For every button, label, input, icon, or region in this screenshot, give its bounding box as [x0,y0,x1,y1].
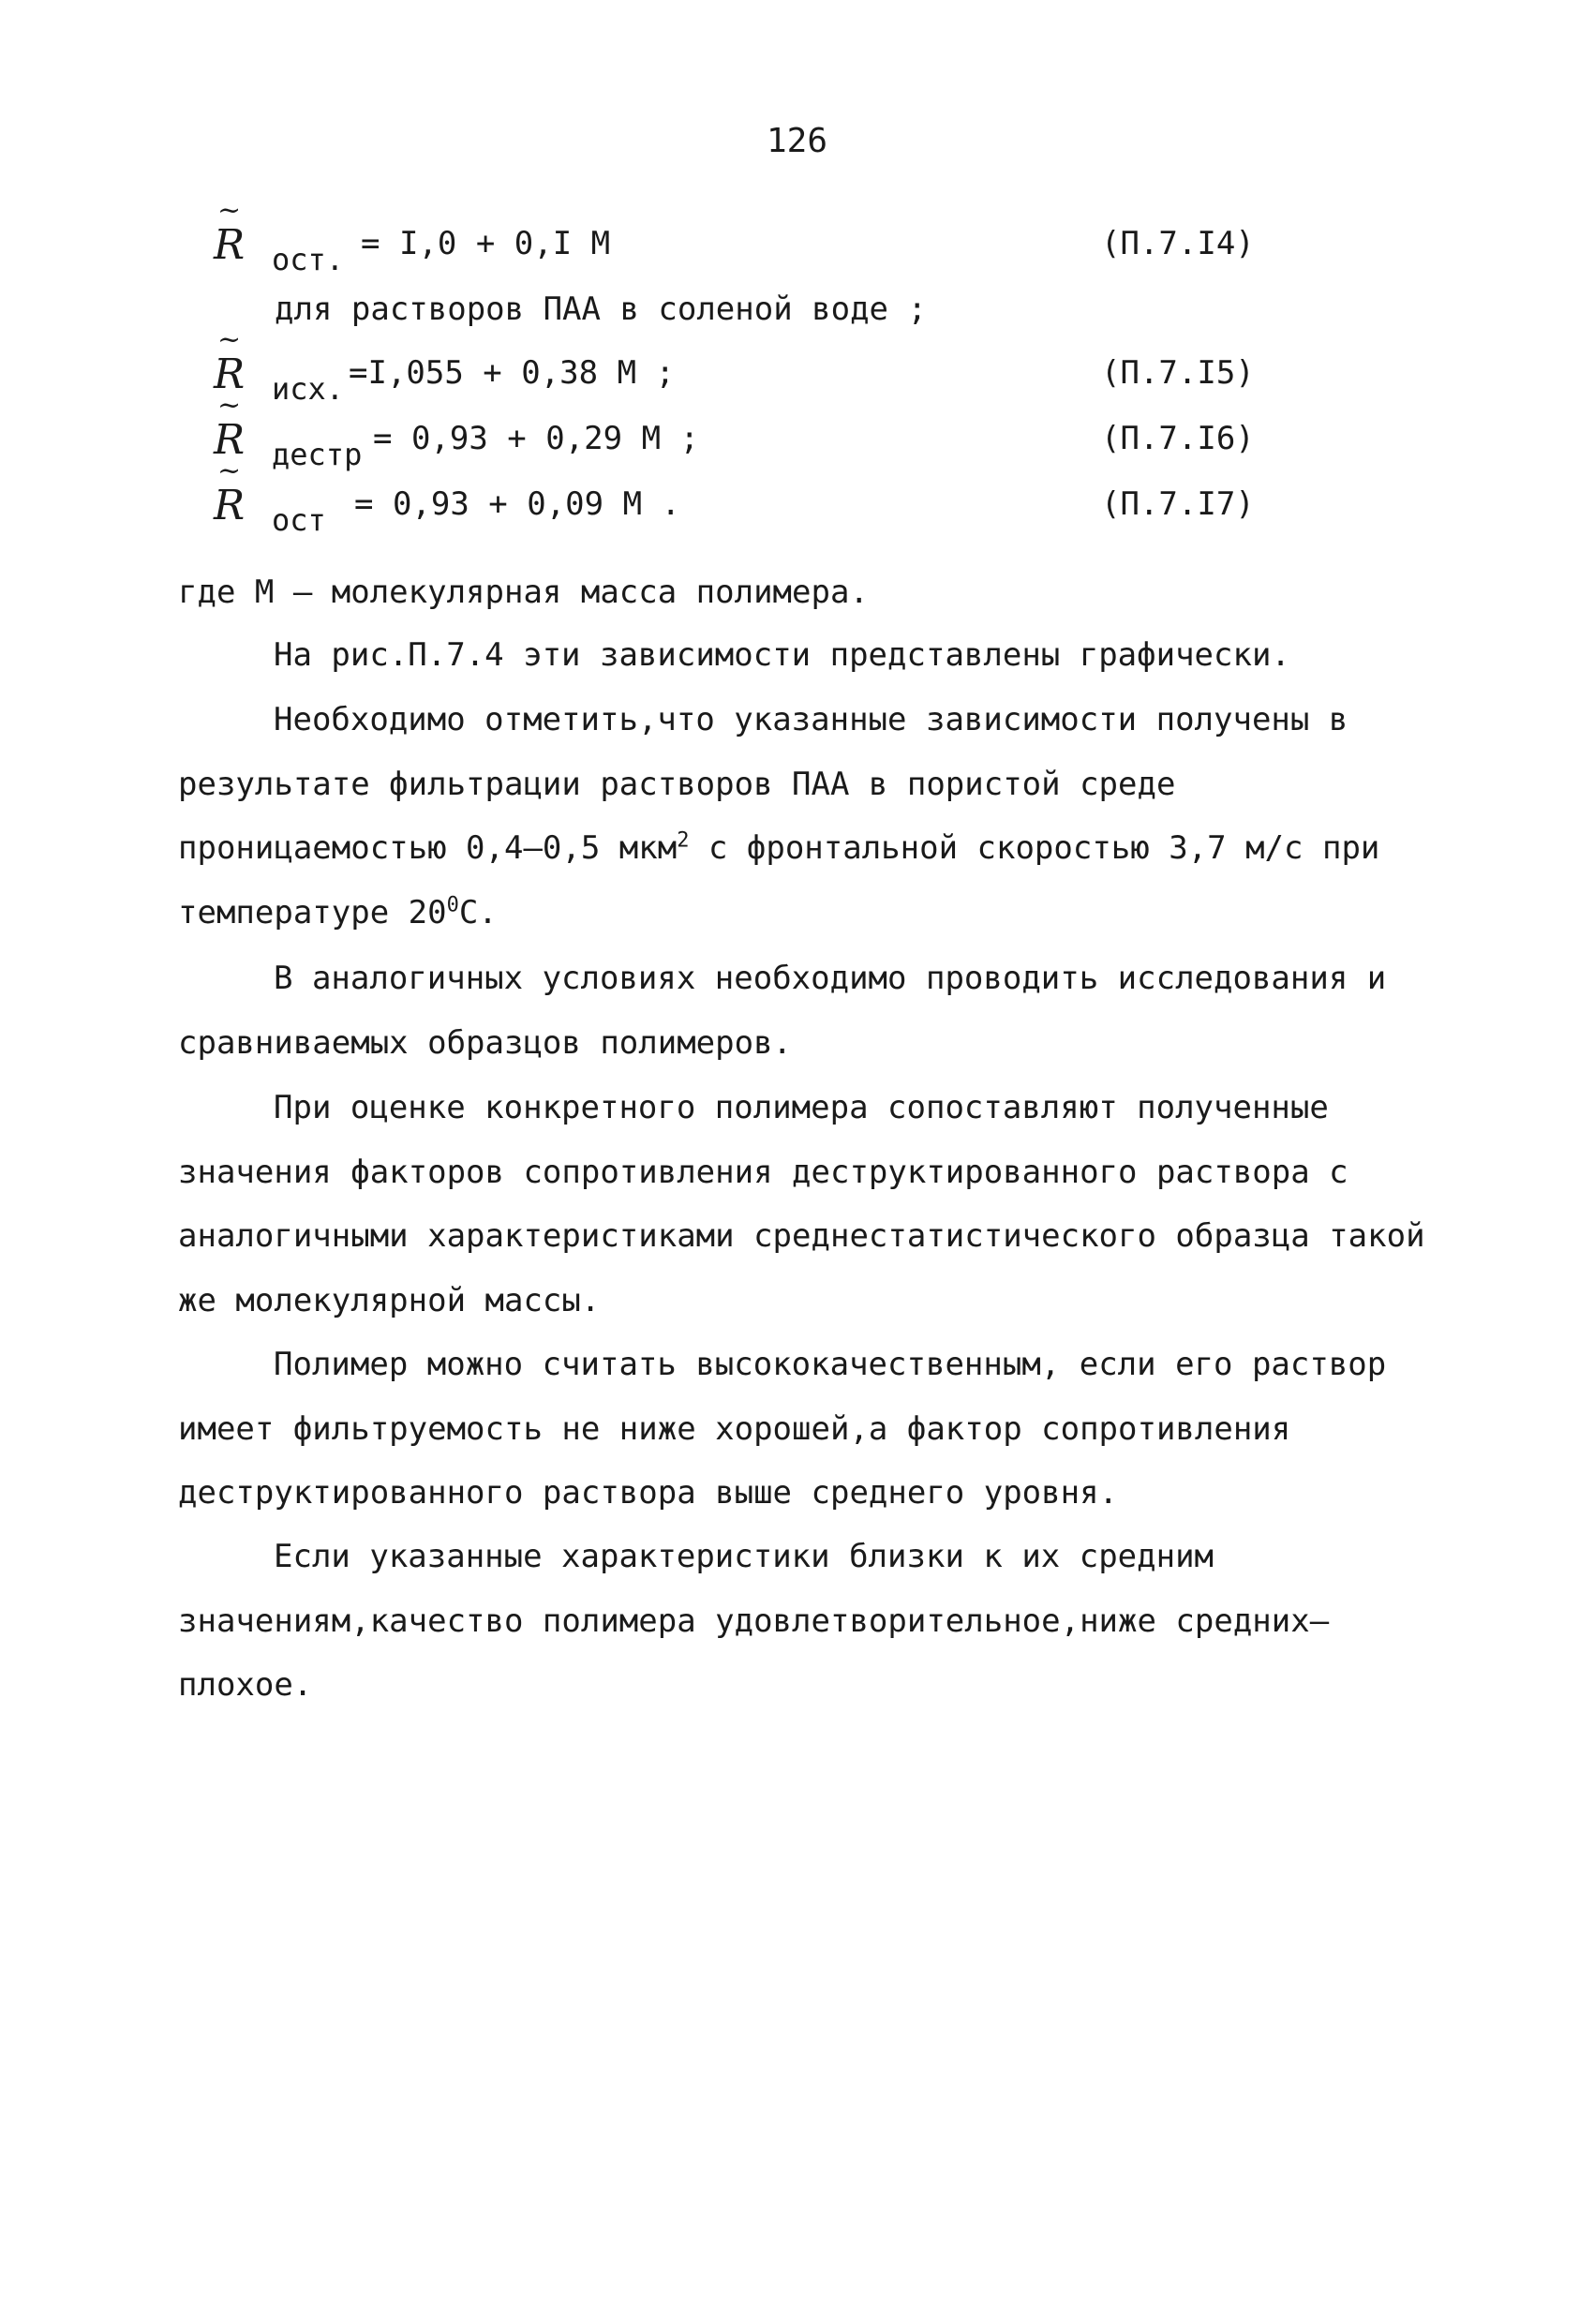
paragraph-text: Необходимо отметить,что указанные зависимости получены в результате фильтрации растворов ПАА в пористой среде проницаемостью 0,4–0,5 мкм [178,701,1348,867]
superscript: 2 [677,828,690,853]
equation-number: (П.7.I6) [1101,420,1255,457]
paragraph-analogous-conditions: В аналогичных условиях необходимо проводить исследования и сравниваемых образцов полимеров. [178,960,1387,1062]
equation-subscript: исх. [272,371,345,407]
equation-number: (П.7.I4) [1101,225,1255,262]
equation-symbol: ~ R [214,485,245,527]
equation-number: (П.7.I5) [1101,354,1255,392]
paragraph-text: с фронтальной скоростью 3,7 м/с при температуре 20 [178,829,1380,931]
equation-symbol: ~ R [214,225,245,266]
definition-paragraph: где М – молекулярная масса полимера. [178,574,869,611]
equation-symbol: ~ R [214,420,245,461]
equation-formula: =I,055 + 0,38 M ; [349,354,675,392]
paragraph-polymer-evaluation: При оценке конкретного полимера сопоставляют полученные значения факторов сопротивления деструктированного раствора с аналогичными характеристиками среднестатистического образца такой же молекулярной массы. [178,1089,1425,1319]
equation-formula: = I,0 + 0,I M [361,225,611,262]
paragraph-high-quality: Полимер можно считать высококачественным, если его раствор имеет фильтруемость не ниже хорошей,а фактор сопротивления деструктированного раствора выше среднего уровня. [178,1346,1387,1512]
paragraph-graph-reference: На рис.П.7.4 эти зависимости представлены графически. [274,636,1290,674]
equation-formula: = 0,93 + 0,29 M ; [373,420,699,457]
paragraph-text: С. [458,893,498,931]
paragraph-quality-levels: Если указанные характеристики близки к их средним значениям,качество полимера удовлетворительное,ниже средних–плохое. [178,1538,1330,1704]
superscript: 0 [446,893,459,917]
equation-subscript: дестр [272,437,363,472]
equation-subscript: ост [272,502,326,538]
equation-14 [0,221,1594,281]
equation-formula: = 0,93 + 0,09 M . [354,485,680,523]
salt-water-note: для растворов ПАА в соленой воде ; [275,290,927,328]
equation-number: (П.7.I7) [1101,485,1255,523]
paragraph-filtration-conditions [178,688,1452,945]
page-number: 126 [766,122,828,160]
equation-subscript: ост. [272,242,345,277]
equation-17 [0,482,1594,542]
equation-symbol: ~ R [214,354,245,395]
